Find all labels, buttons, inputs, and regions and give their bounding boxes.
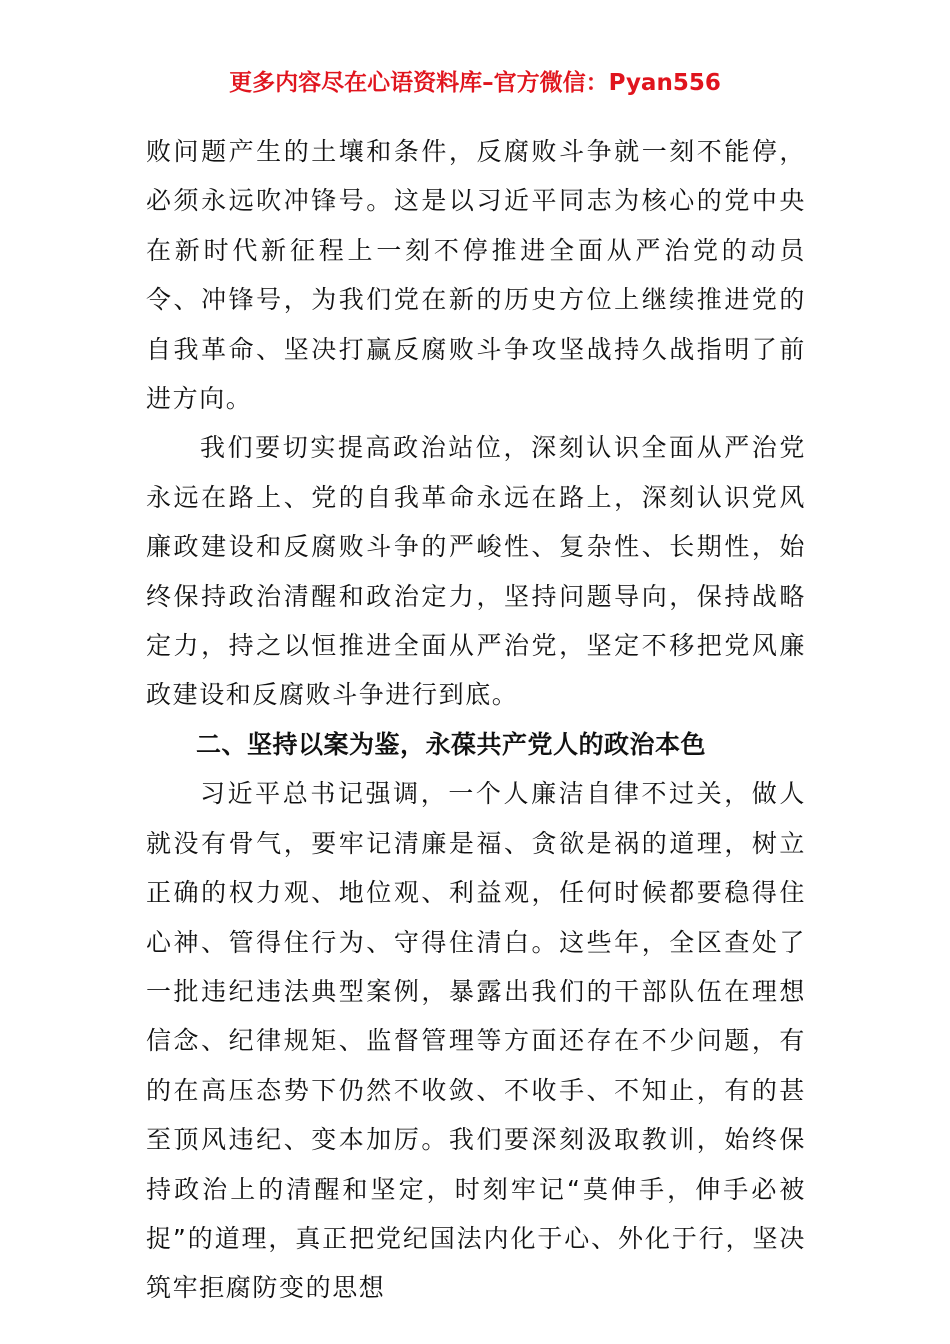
document-body <box>146 127 806 1313</box>
section-heading: 二、坚持以案为鉴，永葆共产党人的政治本色 <box>196 729 707 759</box>
paragraph-continuation: 败问题产生的土壤和条件，反腐败斗争就一刻不能停，必须永远吹冲锋号。这是以习近平同志为核心的党中央在新时代新征程上一刻不停推进全面从严治党的动员令、冲锋号，为我们党在新的历史方位上继续推进党的自我革命、坚决打赢反腐败斗争攻坚战持久战指明了前进方向。 <box>146 137 806 414</box>
paragraph: 习近平总书记强调，一个人廉洁自律不过关，做人就没有骨气，要牢记清廉是福、贪欲是祸的道理，树立正确的权力观、地位观、利益观，任何时候都要稳得住心神、管得住行为、守得住清白。这些年，全区查处了一批违纪违法典型案例，暴露出我们的干部队伍在理想信念、纪律规矩、监督管理等方面还存在不少问题，有的在高压态势下仍然不收敛、不收手、不知止，有的甚至顶风违纪、变本加厉。我们要深刻汲取教训，始终保持政治上的清醒和坚定，时刻牢记“莫伸手，伸手必被捉”的道理，真正把党纪国法内化于心、外化于行，坚决筑牢拒腐防变的思想 <box>146 779 806 1303</box>
paragraph: 我们要切实提高政治站位，深刻认识全面从严治党永远在路上、党的自我革命永远在路上，深刻认识党风廉政建设和反腐败斗争的严峻性、复杂性、长期性，始终保持政治清醒和政治定力，坚持问题导向，保持战略定力，持之以恒推进全面从严治党，坚定不移把党风廉政建设和反腐败斗争进行到底。 <box>146 433 806 710</box>
page-header-banner: 更多内容尽在心语资料库–官方微信：Pyan556 <box>229 70 721 96</box>
